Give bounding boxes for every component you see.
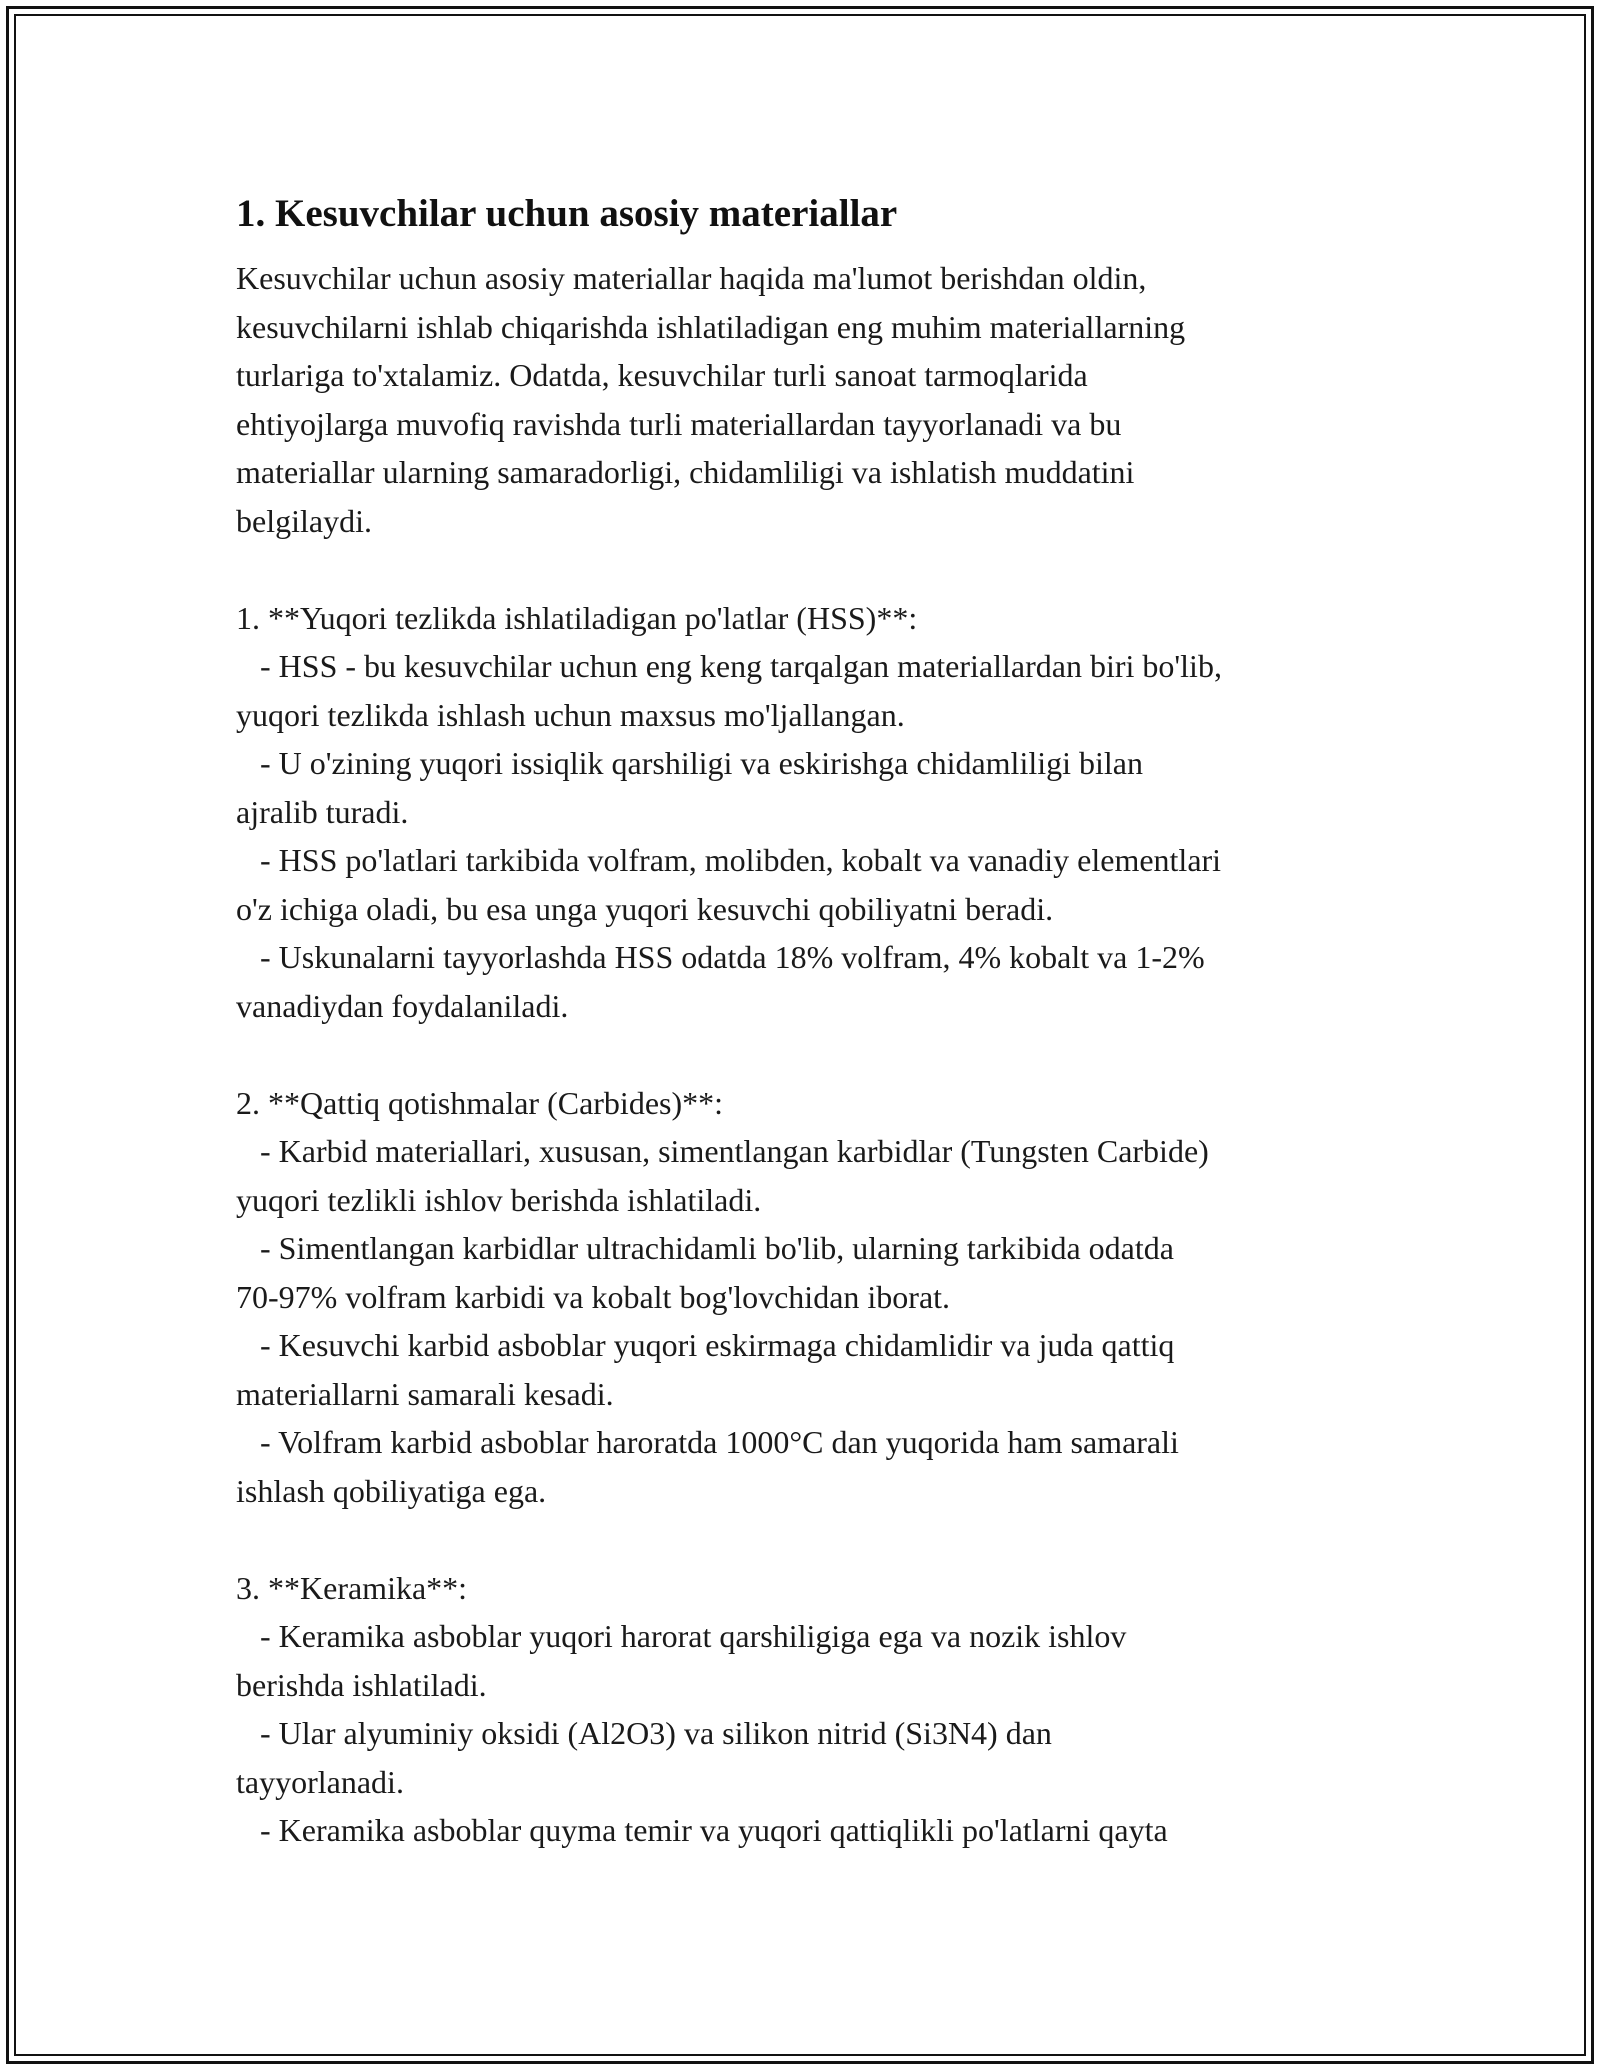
section-line: ajralib turadi. — [236, 793, 409, 830]
section-line: - Volfram karbid asboblar haroratda 1000°C dan yuqorida ham samarali — [236, 1424, 1179, 1460]
intro-line: belgilaydi. — [236, 502, 372, 539]
intro-line: materiallar ularning samaradorligi, chidamliligi va ishlatish muddatini — [236, 454, 1135, 490]
section-line: - HSS po'latlari tarkibida volfram, molibden, kobalt va vanadiy elementlari — [236, 842, 1222, 878]
intro-line: Kesuvchilar uchun asosiy materiallar haqida ma'lumot berishdan oldin, — [236, 260, 1147, 296]
section-line: tayyorlanadi. — [236, 1763, 404, 1800]
section-line: - Simentlangan karbidlar ultrachidamli bo'lib, ularning tarkibida odatda — [236, 1230, 1174, 1266]
intro-line: ehtiyojlarga muvofiq ravishda turli materiallardan tayyorlanadi va bu — [236, 405, 1122, 442]
section-heading: 1. **Yuqori tezlikda ishlatiladigan po'latlar (HSS)**: — [236, 599, 918, 636]
intro-line: kesuvchilarni ishlab chiqarishda ishlatiladigan eng muhim materiallarning — [236, 308, 1186, 345]
section-line: - U o'zining yuqori issiqlik qarshiligi va eskirishga chidamliligi bilan — [236, 745, 1143, 781]
section-heading: 2. **Qattiq qotishmalar (Carbides)**: — [236, 1084, 724, 1121]
section-line: berishda ishlatiladi. — [236, 1666, 487, 1703]
section-line: - Kesuvchi karbid asboblar yuqori eskirmaga chidamlidir va juda qattiq — [236, 1327, 1175, 1363]
section-line: 70-97% volfram karbidi va kobalt bog'lovchidan iborat. — [236, 1278, 951, 1315]
section-carbides — [236, 1079, 1386, 1516]
section-line: ishlash qobiliyatiga ega. — [236, 1472, 547, 1509]
section-line: - Keramika asboblar yuqori harorat qarshiligiga ega va nozik ishlov — [236, 1618, 1127, 1654]
section-line: - Karbid materiallari, xususan, simentlangan karbidlar (Tungsten Carbide) — [236, 1133, 1209, 1169]
document-body — [236, 186, 1386, 1855]
intro-paragraph — [236, 254, 1386, 545]
section-line: - HSS - bu kesuvchilar uchun eng keng tarqalgan materiallardan biri bo'lib, — [236, 648, 1222, 684]
section-line: yuqori tezlikli ishlov berishda ishlatiladi. — [236, 1181, 762, 1218]
section-line: - Uskunalarni tayyorlashda HSS odatda 18% volfram, 4% kobalt va 1-2% — [236, 939, 1205, 975]
section-line: yuqori tezlikda ishlash uchun maxsus mo'ljallangan. — [236, 696, 905, 733]
section-line: vanadiydan foydalaniladi. — [236, 987, 569, 1024]
section-line: - Ular alyuminiy oksidi (Al2O3) va silikon nitrid (Si3N4) dan — [236, 1715, 1052, 1751]
section-heading: 3. **Keramika**: — [236, 1569, 468, 1606]
section-ceramics — [236, 1564, 1386, 1855]
section-hss — [236, 594, 1386, 1031]
document-title: 1. Kesuvchilar uchun asosiy materiallar — [236, 192, 898, 235]
section-line: o'z ichiga oladi, bu esa unga yuqori kesuvchi qobiliyatni beradi. — [236, 890, 1054, 927]
intro-line: turlariga to'xtalamiz. Odatda, kesuvchilar turli sanoat tarmoqlarida — [236, 357, 1088, 393]
section-line: - Keramika asboblar quyma temir va yuqori qattiqlikli po'latlarni qayta — [236, 1812, 1168, 1848]
section-line: materiallarni samarali kesadi. — [236, 1375, 614, 1412]
